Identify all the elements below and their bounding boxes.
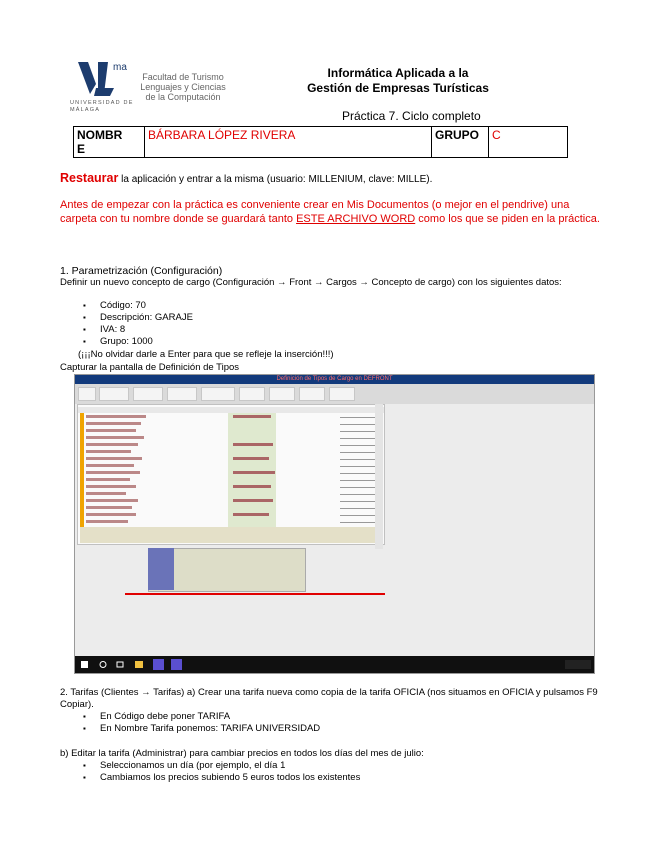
document-title <box>280 66 516 96</box>
toolbar-button <box>329 387 355 401</box>
grid-cell <box>86 513 136 516</box>
logo-text: ma <box>113 62 127 73</box>
grid-cell <box>86 492 126 495</box>
name-label <box>74 127 145 158</box>
grid-footer <box>80 527 380 543</box>
section1-caption: Capturar la pantalla de Definición de Tipos <box>60 362 240 373</box>
toolbar-button <box>239 387 265 401</box>
screenshot-grid <box>77 404 385 545</box>
grid-cell <box>86 478 130 481</box>
toolbar-button <box>269 387 295 401</box>
group-value: C <box>489 127 568 158</box>
windows-taskbar <box>75 656 594 673</box>
status-line-icon <box>125 592 385 596</box>
grid-cell <box>86 464 134 467</box>
toolbar-button <box>201 387 235 401</box>
screenshot-panel-button <box>148 548 174 590</box>
restore-word: Restaurar <box>60 171 119 185</box>
list-item: ▪ En Nombre Tarifa ponemos: TARIFA UNIVERSIDAD <box>78 723 320 735</box>
faculty-line: Lenguajes y Ciencias <box>140 82 226 92</box>
grid-cell <box>233 499 273 502</box>
grid-cell <box>233 443 273 446</box>
group-label: GRUPO <box>432 127 489 158</box>
list-item: ▪ Código: 70 <box>78 300 193 312</box>
grid-cell <box>86 471 140 474</box>
list-item: ▪ Grupo: 1000 <box>78 336 193 348</box>
grid-cell <box>86 429 136 432</box>
screenshot-scrollbar <box>375 404 383 549</box>
grid-column-highlight <box>228 413 276 535</box>
name-label-line: NOMBR <box>77 128 123 142</box>
section2b-title: b) Editar la tarifa (Administrar) para cambiar precios en todos los días del mes de julio: <box>60 748 424 759</box>
student-table <box>73 126 568 158</box>
grid-cell <box>233 485 271 488</box>
grid-cell <box>86 422 141 425</box>
faculty-line: de la Computación <box>145 92 221 102</box>
grid-cell <box>86 520 128 523</box>
grid-row-markers <box>80 413 84 535</box>
section2b-list <box>78 760 360 784</box>
toolbar-button <box>99 387 129 401</box>
grid-cell <box>86 443 138 446</box>
embedded-screenshot <box>74 374 595 674</box>
grid-cell <box>86 457 142 460</box>
grid-cell <box>86 499 138 502</box>
grid-cell <box>233 471 275 474</box>
word-file-link[interactable]: ESTE ARCHIVO WORD <box>296 213 416 225</box>
list-item: ▪ Cambiamos los precios subiendo 5 euros todos los existentes <box>78 772 360 784</box>
faculty-block <box>128 72 238 102</box>
grid-right-columns <box>340 413 380 533</box>
warning-text: Antes de empezar con la práctica es conveniente crear en Mis Documentos (o mejor en el pendrive) una carpeta con tu nombre donde se guardará tanto <box>60 199 570 225</box>
university-name: UNIVERSIDAD DE MÁLAGA <box>70 100 134 113</box>
grid-cell <box>86 415 146 418</box>
toolbar-button <box>133 387 163 401</box>
practice-title: Práctica 7. Ciclo completo <box>342 109 481 123</box>
warning-paragraph <box>60 198 600 226</box>
list-item: ▪ Seleccionamos un día (por ejemplo, el día 1 <box>78 760 360 772</box>
grid-cell <box>86 485 136 488</box>
screenshot-status <box>125 592 385 597</box>
section1-note: (¡¡¡No olvidar darle a Enter para que se refleje la inserción!!!) <box>78 349 334 360</box>
grid-cell <box>86 506 132 509</box>
title-line: Informática Aplicada a la <box>327 66 469 80</box>
grid-cell <box>86 436 144 439</box>
section2-list <box>78 711 320 735</box>
taskbar-icons <box>75 656 594 673</box>
warning-text-end: como los que se piden en la práctica. <box>415 213 600 225</box>
title-line: Gestión de Empresas Turísticas <box>307 81 489 95</box>
section1-list <box>78 300 193 348</box>
screenshot-window-title: Definición de Tipos de Cargo en DEFRONT <box>75 375 594 384</box>
grid-cell <box>233 457 269 460</box>
restore-instruction <box>60 171 432 185</box>
grid-cell <box>86 450 131 453</box>
faculty-line: Facultad de Turismo <box>142 72 224 82</box>
toolbar-button <box>299 387 325 401</box>
name-value: BÁRBARA LÓPEZ RIVERA <box>145 127 432 158</box>
toolbar-button <box>167 387 197 401</box>
section1-description: Definir un nuevo concepto de cargo (Configuración → Front → Cargos → Concepto de cargo) con los siguientes datos: <box>60 277 562 288</box>
list-item: ▪ Descripción: GARAJE <box>78 312 193 324</box>
grid-cell <box>233 513 269 516</box>
restore-text: la aplicación y entrar a la misma (usuario: MILLENIUM, clave: MILLE). <box>118 174 433 185</box>
section1-title: 1. Parametrización (Configuración) <box>60 265 223 277</box>
list-item: ▪ En Código debe poner TARIFA <box>78 711 320 723</box>
toolbar-button <box>78 387 96 401</box>
grid-cell <box>233 415 271 418</box>
section2-title: 2. Tarifas (Clientes → Tarifas) a) Crear una tarifa nueva como copia de la tarifa OFICIA (nos situamos en OFICIA y pulsamos F9 Copiar). <box>60 687 598 710</box>
name-label-line: E <box>77 142 86 156</box>
list-item: ▪ IVA: 8 <box>78 324 193 336</box>
